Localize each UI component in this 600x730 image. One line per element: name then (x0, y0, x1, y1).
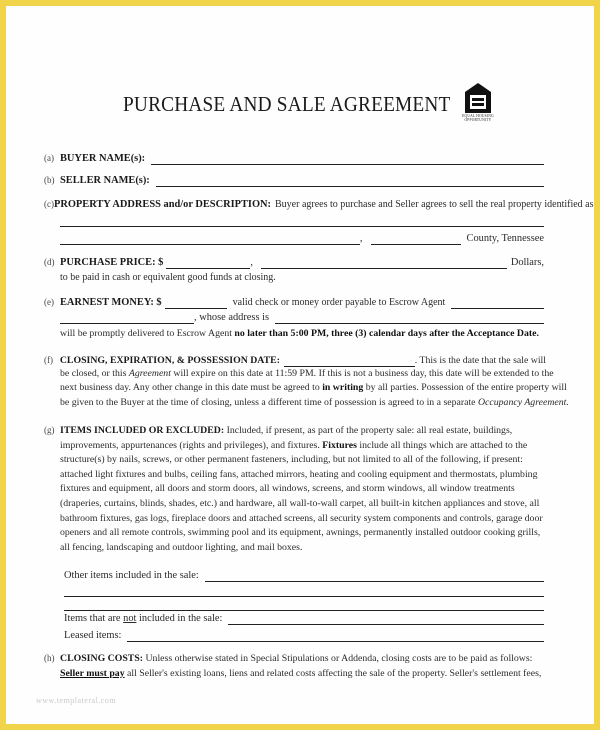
excluded-items-row (64, 612, 544, 625)
seller-name-label: SELLER NAME(s): (60, 175, 150, 186)
escrow-address-label: , whose address is (194, 312, 270, 323)
items-line-6: (draperies, curtains, blinds, shades, etc.) and hardware, all wall-to-wall carpet, all built-in kitchen appliances and stove, all (60, 497, 540, 509)
item-marker: (e) (44, 297, 54, 307)
logo-caption: EQUAL HOUSING OPPORTUNITY (462, 114, 494, 122)
property-address-row (44, 198, 594, 211)
earnest-money-label: EARNEST MONEY: $ (60, 297, 162, 308)
watermark-url: www.templateral.com (36, 696, 117, 705)
excluded-items-field[interactable] (228, 614, 544, 625)
leased-items-field[interactable] (127, 631, 544, 642)
escrow-agent-field[interactable] (451, 298, 544, 309)
property-address-field-2[interactable] (60, 234, 360, 245)
purchase-price-row (44, 256, 544, 269)
leased-items-label: Leased items: (64, 630, 122, 641)
delivery-deadline: no later than 5:00 PM, three (3) calendar days after the Acceptance Date. (234, 328, 539, 339)
closing-line-2: be closed, or this Agreement will expire on this date at 11:59 PM. If this is not a business day, this date will be extended to the (60, 367, 554, 379)
other-items-row-3 (64, 600, 544, 611)
other-items-field-3[interactable] (64, 600, 544, 611)
item-marker: (c) (44, 199, 54, 209)
items-line-5: fixtures and equipment, all doors and storm doors, all windows, screens, and storm windows, all window treatments (60, 483, 515, 495)
items-line-4: attached light fixtures and bulbs, ceiling fans, attached mirrors, heating and cooling equipment and thermostats, plumbing (60, 468, 538, 480)
excluded-items-label: Items that are not included in the sale: (64, 613, 223, 624)
buyer-name-label: BUYER NAME(s): (60, 153, 146, 164)
earnest-money-text: valid check or money order payable to Escrow Agent (232, 297, 446, 308)
escrow-address-row (60, 311, 544, 324)
document-page (6, 6, 594, 724)
items-line-2: improvements, appurtenances (rights and privileges), and fixtures. Fixtures include all things which are attached to the (60, 439, 528, 451)
document-frame (6, 6, 594, 724)
county-label: County, Tennessee (466, 233, 544, 244)
other-items-field[interactable] (205, 571, 544, 582)
closing-date-label: CLOSING, EXPIRATION, & POSSESSION DATE: (59, 354, 280, 366)
equal-housing-logo (458, 82, 498, 122)
earnest-money-row (44, 296, 544, 309)
property-address-line-1 (60, 216, 544, 227)
property-address-text: Buyer agrees to purchase and Seller agrees to sell the real property identified as (275, 199, 594, 210)
costs-line-2: Seller must pay all Seller's existing loans, liens and related costs affecting the sale of the property. Seller's settlement fees, (60, 667, 542, 679)
costs-line-1: (h) CLOSING COSTS: Unless otherwise stated in Special Stipulations or Addenda, closing costs are to be paid as follows: (44, 653, 533, 664)
separator: , (250, 257, 253, 268)
other-items-label: Other items included in the sale: (64, 570, 199, 581)
purchase-price-field[interactable] (166, 258, 250, 269)
items-line-9: all fencing, landscaping and outdoor lighting, and mail boxes. (60, 541, 303, 553)
items-line-8: openers and all remote controls, swimming pool and its equipment, awnings, permanently installed outdoor cooking grills, (60, 527, 541, 539)
property-address-label: PROPERTY ADDRESS and/or DESCRIPTION: (54, 199, 272, 210)
dollars-label: Dollars, (510, 257, 544, 268)
closing-text: . This is the date that the sale will (414, 354, 546, 366)
escrow-agent-field-2[interactable] (60, 313, 194, 324)
delivery-text: will be promptly delivered to Escrow Agent (60, 328, 235, 339)
equal-housing-icon (464, 82, 492, 114)
closing-costs-section (44, 652, 546, 681)
items-line-3: structure(s) by nails, screws, or other permanent fasteners, including, but not limited to all of the following, if present: (60, 454, 523, 466)
closing-line-4: be given to the Buyer at the time of closing, unless a different time of possession is agreed to in a separate Occupancy Agreement. (60, 396, 569, 408)
escrow-address-field[interactable] (275, 313, 544, 324)
closing-line-1 (44, 352, 546, 367)
closing-line-3: next business day. Any other change in this date must be agreed to in writing by all parties. Possession of the entire property will (60, 382, 567, 394)
item-marker: (f) (44, 354, 53, 365)
document-title: PURCHASE AND SALE AGREEMENT (123, 92, 451, 116)
property-address-field[interactable] (60, 216, 544, 227)
earnest-money-field[interactable] (165, 298, 227, 309)
item-marker: (b) (44, 175, 55, 185)
purchase-price-label: PURCHASE PRICE: $ (60, 257, 164, 268)
items-line-1: (g) ITEMS INCLUDED OR EXCLUDED: Included, if present, as part of the property sale: all real estate, buildings, (44, 425, 513, 436)
item-marker: (a) (44, 153, 54, 163)
leased-items-row (64, 629, 544, 642)
other-items-row (64, 569, 544, 582)
buyer-name-field[interactable] (151, 154, 544, 165)
items-section (44, 424, 546, 555)
items-line-7: bathroom fixtures, gas logs, fireplace doors and attached screens, all security system components and controls, garage door (60, 512, 543, 524)
other-items-field-2[interactable] (64, 586, 544, 597)
county-field[interactable] (371, 234, 461, 245)
buyer-name-row (44, 152, 544, 165)
seller-name-field[interactable] (156, 176, 544, 187)
closing-date-field[interactable] (284, 356, 415, 367)
seller-name-row (44, 174, 544, 187)
closing-date-section (44, 352, 569, 410)
separator: , (359, 233, 363, 244)
other-items-row-2 (64, 586, 544, 597)
purchase-price-terms: to be paid in cash or equivalent good funds at closing. (60, 272, 276, 283)
purchase-price-words-field[interactable] (261, 258, 507, 269)
earnest-money-delivery (44, 327, 560, 340)
item-marker: (d) (44, 257, 55, 267)
property-address-line-2 (60, 232, 544, 245)
